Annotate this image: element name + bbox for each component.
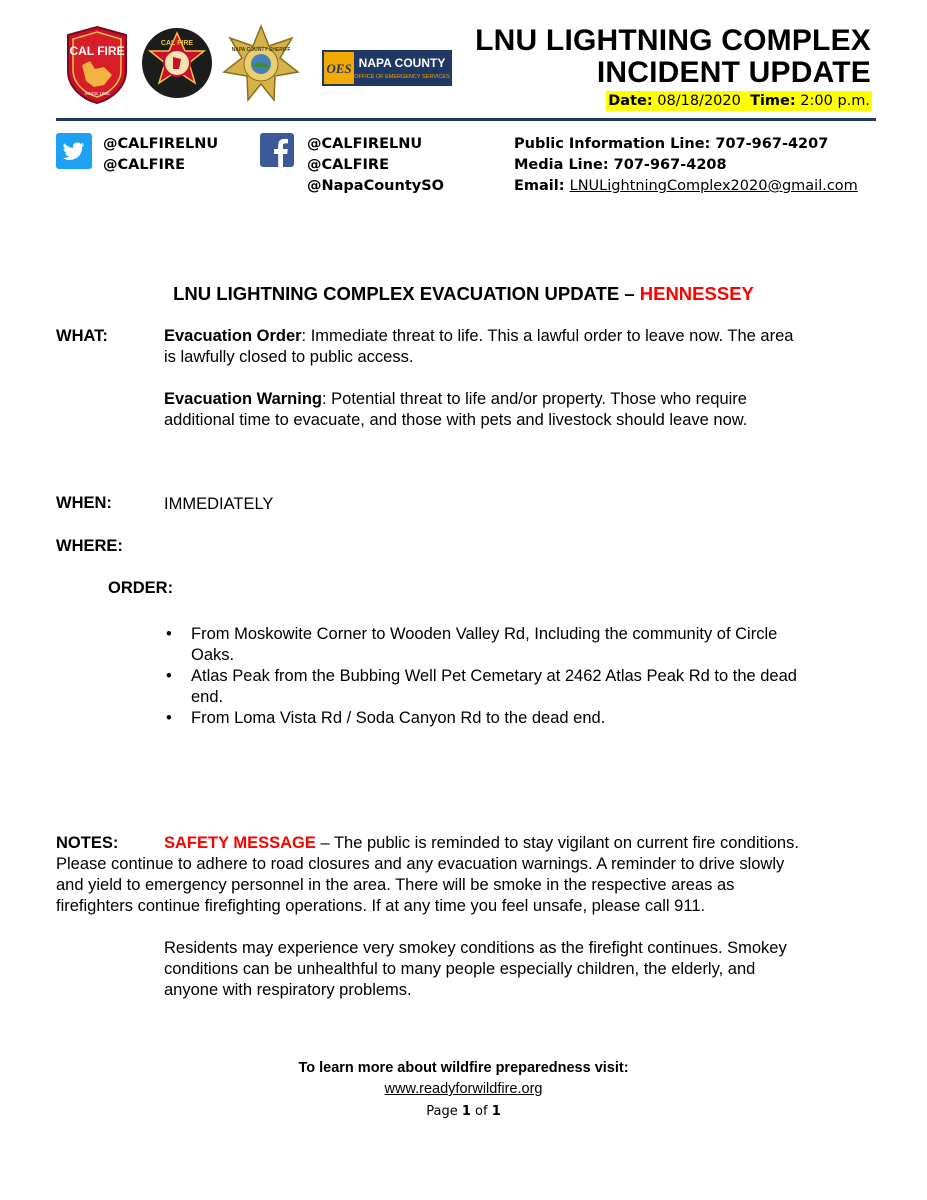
- evacuation-warning-term: Evacuation Warning: [164, 390, 322, 408]
- smoke-advisory-paragraph: [164, 938, 884, 1001]
- safety-message-line-2: Please continue to adhere to road closures and any evacuation warnings. A reminder to drive slowly: [56, 855, 785, 873]
- facebook-handle-3[interactable]: @NapaCountySO: [307, 178, 444, 194]
- page-current: 1: [461, 1104, 471, 1119]
- oes-abbr: OES: [326, 61, 352, 76]
- when-label: WHEN:: [56, 494, 112, 512]
- bullet-icon: •: [166, 709, 172, 727]
- sheriff-star-logo: [222, 24, 300, 102]
- page-word: Page: [426, 1104, 458, 1119]
- calfire-logo-since: SINCE 1885: [84, 91, 110, 96]
- evacuation-order-term: Evacuation Order: [164, 327, 302, 345]
- smoke-advisory-line-2: conditions can be unhealthful to many people especially children, the elderly, and: [164, 960, 756, 978]
- list-item: [164, 666, 884, 708]
- bullet-icon: •: [166, 667, 172, 685]
- facebook-handles: [307, 134, 444, 197]
- list-item: [164, 708, 884, 729]
- when-value: IMMEDIATELY: [164, 495, 274, 513]
- title-line-1: LNU LIGHTNING COMPLEX: [475, 24, 871, 57]
- notes-label: NOTES:: [56, 834, 119, 852]
- date-label: Date:: [608, 93, 653, 109]
- email-label: Email:: [514, 178, 565, 194]
- twitter-handles: [103, 134, 218, 176]
- facebook-handle-2[interactable]: @CALFIRE: [307, 157, 389, 173]
- calfire-logo: [64, 25, 130, 105]
- time-label: Time:: [750, 93, 796, 109]
- safety-message-line-4: firefighters continue firefighting operations. If at any time you feel unsafe, please call 911.: [56, 897, 706, 915]
- order-label: ORDER:: [108, 579, 174, 597]
- list-item: [164, 624, 884, 666]
- safety-message-label: SAFETY MESSAGE: [164, 834, 316, 852]
- twitter-icon[interactable]: [56, 133, 92, 174]
- contact-lines: [514, 134, 858, 197]
- title-line-2: INCIDENT UPDATE: [596, 56, 871, 89]
- calfire-logo-text: CAL FIRE: [69, 44, 125, 58]
- header-rule: [56, 118, 876, 121]
- safety-message-line-3: and yield to emergency personnel in the area. There will be smoke in the respective areas as: [56, 876, 735, 894]
- date-value: 08/18/2020: [657, 93, 741, 109]
- page-number: [0, 1104, 927, 1119]
- where-label: WHERE:: [56, 537, 123, 555]
- evacuation-order-text-2: is lawfully closed to public access.: [164, 348, 414, 366]
- sheriff-logo-text: NAPA COUNTY SHERIFF: [231, 47, 291, 53]
- media-line: Media Line: 707-967-4208: [514, 157, 727, 173]
- order-item-2-line-1: Atlas Peak from the Bubbing Well Pet Cemetary at 2462 Atlas Peak Rd to the dead: [191, 667, 797, 685]
- facebook-icon[interactable]: [260, 133, 294, 172]
- what-label: WHAT:: [56, 327, 108, 345]
- calfire-badge-logo: [140, 25, 214, 101]
- readyforwildfire-link[interactable]: www.readyforwildfire.org: [384, 1081, 543, 1097]
- twitter-handle-2[interactable]: @CALFIRE: [103, 157, 185, 173]
- evacuation-warning-text-2: additional time to evacuate, and those with pets and livestock should leave now.: [164, 411, 748, 429]
- order-item-1-line-1: From Moskowite Corner to Wooden Valley Rd, Including the community of Circle: [191, 625, 778, 643]
- oes-name: NAPA COUNTY: [358, 56, 446, 70]
- safety-message-line-1: – The public is reminded to stay vigilant on current fire conditions.: [315, 834, 799, 852]
- heading-zone: HENNESSEY: [639, 283, 754, 304]
- heading-main: LNU LIGHTNING COMPLEX EVACUATION UPDATE –: [173, 283, 635, 304]
- oes-napa-logo: [322, 50, 452, 86]
- page-of: of: [475, 1104, 488, 1119]
- footer-link-row: [0, 1081, 927, 1097]
- order-item-3-line-1: From Loma Vista Rd / Soda Canyon Rd to the dead end.: [191, 709, 606, 727]
- evacuation-warning-paragraph: [164, 389, 884, 431]
- date-time-box: [606, 91, 872, 111]
- evacuation-order-text-1: : Immediate threat to life. This a lawful order to leave now. The area: [301, 327, 794, 345]
- facebook-handle-1[interactable]: @CALFIRELNU: [307, 136, 423, 152]
- smoke-advisory-line-1: Residents may experience very smokey conditions as the firefight continues. Smokey: [164, 939, 787, 957]
- oes-sub: OFFICE OF EMERGENCY SERVICES: [354, 74, 450, 80]
- time-value: 2:00 p.m.: [800, 93, 870, 109]
- safety-message-paragraph: [56, 833, 876, 917]
- evacuation-order-paragraph: [164, 326, 884, 368]
- public-info-line: Public Information Line: 707-967-4207: [514, 136, 829, 152]
- order-area-list: [164, 624, 884, 729]
- email-line: [514, 176, 858, 197]
- twitter-handle-1[interactable]: @CALFIRELNU: [103, 136, 219, 152]
- evacuation-warning-text-1: : Potential threat to life and/or property. Those who require: [322, 390, 747, 408]
- calfire-badge-text: CAL FIRE: [160, 40, 194, 47]
- email-link[interactable]: LNULightningComplex2020@gmail.com: [569, 178, 858, 194]
- bullet-icon: •: [166, 625, 172, 643]
- page-total: 1: [491, 1104, 501, 1119]
- evacuation-heading: [0, 283, 927, 305]
- order-item-2-line-2: end.: [191, 688, 224, 706]
- order-item-1-line-2: Oaks.: [191, 646, 235, 664]
- footer-learn-more: To learn more about wildfire preparedness visit:: [298, 1060, 629, 1076]
- smoke-advisory-line-3: anyone with respiratory problems.: [164, 981, 412, 999]
